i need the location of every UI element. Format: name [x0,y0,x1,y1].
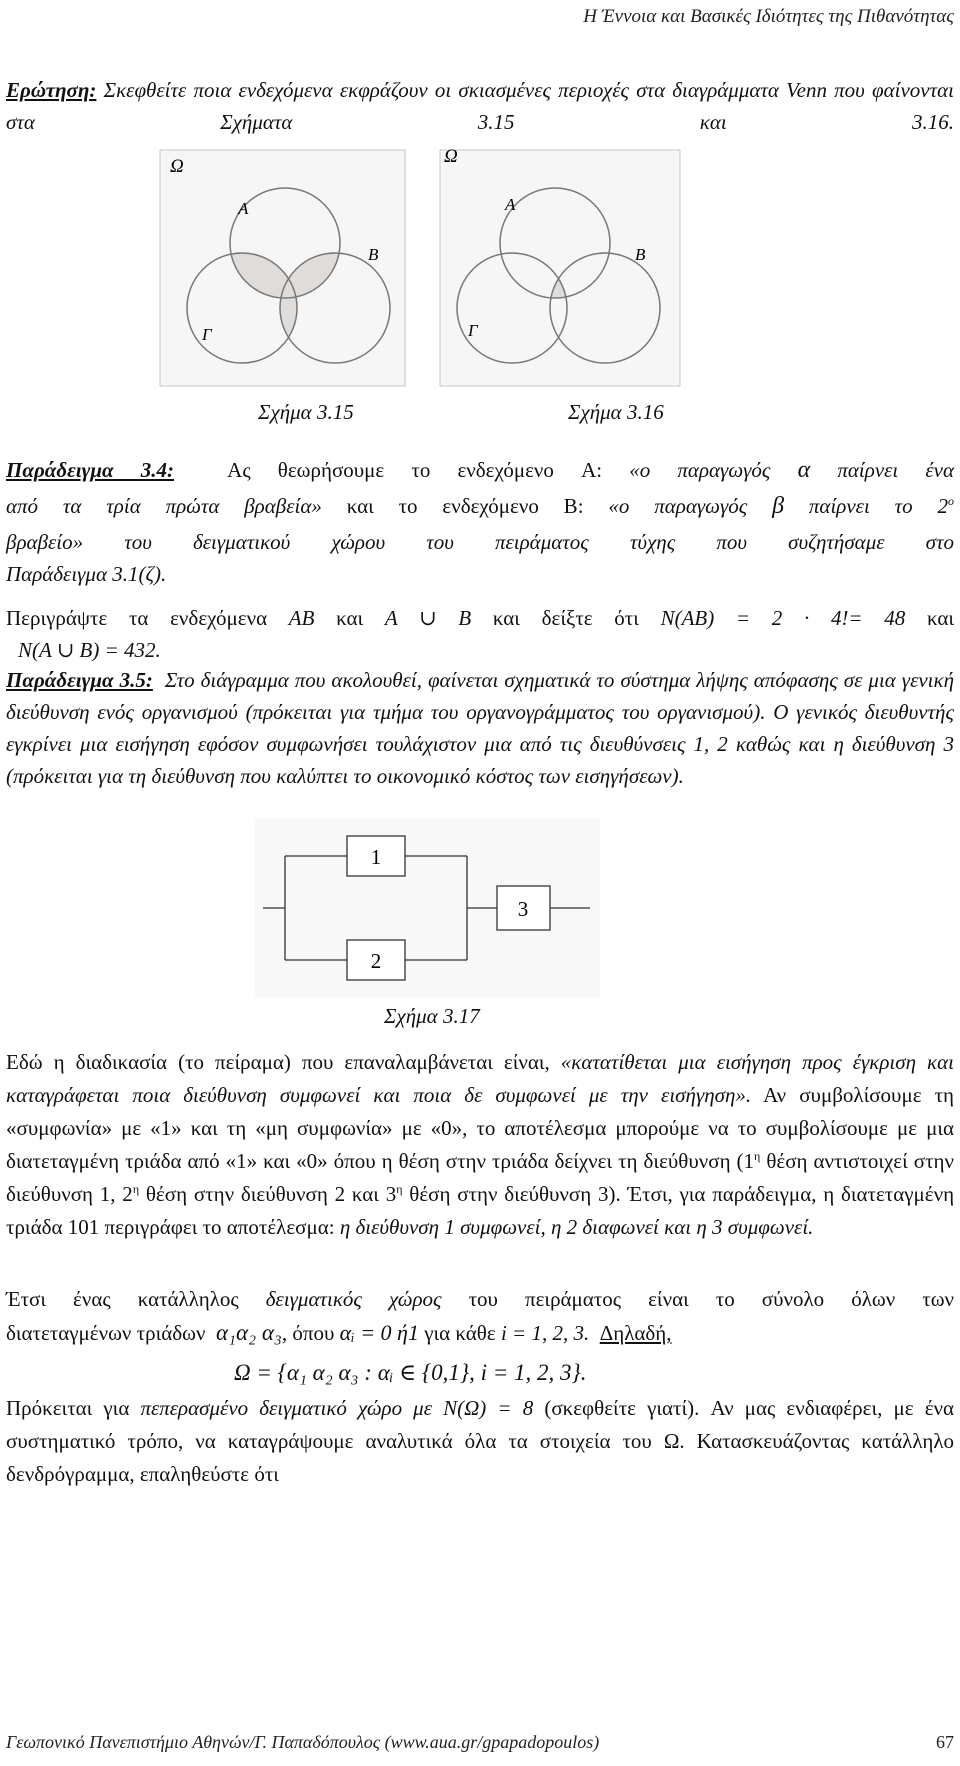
math-triple: α₁α₂ α₃ [215,1320,282,1345]
procedure-text: Αν συμβολίσουμε τη «συμφωνία» με «1» και τη «μη συμφωνία» με «0», το αποτέλεσμα μπορούμε να το συμβολίσουμε με μια διατεταγμένη τριάδα από «1» και «0» όπου η θέση στην τριάδα δείχνει τη διεύθυνση (1 [6,1083,955,1173]
example-34 [6,454,954,666]
omega-label: Ω [444,148,458,167]
page-footer [6,1732,954,1753]
sample-text: Έτσι ένας κατάλληλος [6,1287,239,1311]
caption-317: Σχήμα 3.17 [384,1004,480,1028]
label-b: B [635,245,646,264]
ex34-label: Παράδειγμα 3.4: [6,458,175,482]
beta-symbol: β [772,493,785,519]
ex35-text: Στο διάγραμμα που ακολουθεί, φαίνεται σχηματικά το σύστημα λήψης απόφασης σε μια γενική διεύθυνση ενός οργανισμού (πρόκειται για τμήμα του οργανογράμματος του οργανισμού). Ο γενικός διευθυντής εγκρίνει μια εισήγηση εφόσον συμφωνήσει τουλάχιστον μια από τις διευθύνσεις 1, 2 καθώς και η διεύθυνση 3 (πρόκειται για τη διεύθυνση που καλύπτει το οικονομικό κόστος των εισηγήσεων). [6,668,954,788]
label-c: Γ [468,321,478,340]
question-paragraph [6,74,954,138]
math-alpha-i: αᵢ = 0 ή1 [339,1320,419,1345]
finite-text: Πρόκειται για [6,1396,130,1420]
sample-text: για κάθε [424,1321,496,1345]
venn-frame-315 [160,150,405,386]
sample-space-paragraph [6,1282,954,1390]
sup-eta: η [132,1182,140,1196]
sup-eta: η [396,1182,403,1196]
ex34-text: Περιγράψτε τα ενδεχόμενα [6,606,268,630]
ex34-text: από τα τρία πρώτα βραβεία» [6,494,322,518]
ex34-line2 [6,490,954,522]
math-a-union-b: A ∪ B [384,606,472,630]
box-3-label: 3 [517,897,529,921]
procedure-text: θέση στην διεύθυνση 3). Έτσι, για παράδειγμα, η διατεταγμένη τριάδα 101 περιγράφει το αποτέλεσμα: [6,1182,955,1239]
label-a: A [505,195,516,214]
ex35-label: Παράδειγμα 3.5: [6,668,153,692]
diagram-317 [255,818,600,998]
sample-text: Δηλαδή, [599,1321,672,1345]
math-ab: AB [288,606,315,630]
ex34-text: «ο παραγωγός [608,494,748,518]
ex34-text: και [336,606,364,630]
procedure-italic: «κατατίθεται μια εισήγηση προς έγκριση και καταγράφεται ποια διεύθυνση συμφωνεί και ποια δε συμφωνεί με την εισήγηση». [6,1050,954,1107]
omega-label: Ω [170,156,184,177]
box-2-label: 2 [370,949,382,973]
math-n-ab: N(AB) = 2 · 4!= 48 [660,606,906,630]
sup-eta: η [754,1149,761,1163]
sample-text: του πειράματος είναι το σύνολο όλων των [468,1287,955,1311]
sample-italic: δειγματικός χώρος [265,1287,442,1311]
math-n-a-union-b: N(A ∪ B) = 432. [18,638,161,662]
label-c: Γ [202,325,212,344]
ex34-text: παίρνει ένα [837,458,955,482]
finite-paragraph [6,1392,954,1491]
page-number: 67 [936,1732,954,1752]
ex34-text: παίρνει το $2^o$ [808,494,954,518]
running-header: Η Έννοια και Βασικές Ιδιότητες της Πιθανότητας [583,6,954,27]
ex34-text: «ο παραγωγός [629,458,771,482]
ex34-line1 [6,454,954,486]
caption-316: Σχήμα 3.16 [568,400,664,424]
sample-line2 [6,1316,954,1350]
procedure-text: θέση αντιστοιχεί στην διεύθυνση 1, 2 [6,1149,954,1206]
venn-figure-316 [440,148,680,386]
finite-italic: πεπερασμένο δειγματικό χώρο με [140,1396,432,1420]
math-n-omega: N(Ω) = 8 [443,1396,534,1420]
ex34-text: και [927,606,955,630]
venn-figure-315 [160,150,405,386]
ex34-text: και το ενδεχόμενο B: [346,494,584,518]
venn-frame-316 [440,150,680,386]
ex34-line3: βραβείο» του δειγματικού χώρου του πειράματος τύχης που συζητήσαμε στο [6,530,954,554]
sample-text: διατεταγμένων τριάδων [6,1321,206,1345]
procedure-paragraph [6,1046,954,1244]
footer-text: Γεωπονικό Πανεπιστήμιο Αθηνών/Γ. Παπαδόπουλος (www.aua.gr/gpapadopoulos) [6,1732,600,1752]
ex34-line5 [6,602,954,634]
box-1-label: 1 [370,845,382,869]
finite-text: (σκεφθείτε γιατί). Αν μας ενδιαφέρει, με ένα συστηματικό τρόπο, να καταγράψουμε αναλυτικά όλα τα στοιχεία του Ω. Κατασκευάζοντας κατάλληλο δενδρόγραμμα, επαληθεύστε ότι [6,1396,955,1486]
caption-315: Σχήμα 3.15 [258,400,354,424]
question-label: Ερώτηση: [6,78,97,102]
procedure-text: θέση στην διεύθυνση 2 και 3 [145,1182,397,1206]
sample-text: , όπου [281,1321,335,1345]
question-text: Σκεφθείτε ποια ενδεχόμενα εκφράζουν οι σκιασμένες περιοχές στα διαγράμματα Venn που φαίνονται στα Σχήματα 3.15 και 3.16. [6,78,955,134]
ex34-text: Ας θεωρήσουμε το ενδεχόμενο A: [227,458,603,482]
alpha-symbol: α [797,457,811,483]
label-b: B [368,245,379,264]
ex34-text: και δείξτε ότι [492,606,639,630]
ex34-line4: Παράδειγμα 3.1(ζ). [6,562,167,586]
label-a: A [238,199,249,218]
example-35 [6,664,954,792]
procedure-italic: η διεύθυνση 1 συμφωνεί, η 2 διαφωνεί και η 3 συμφωνεί. [339,1215,814,1239]
procedure-text: Εδώ η διαδικασία (το πείραμα) που επαναλαμβάνεται είναι, [6,1050,550,1074]
sample-line1 [6,1282,954,1316]
venn-figures [150,148,800,388]
math-i-range: i = 1, 2, 3. [500,1321,590,1345]
math-omega-definition: Ω = {α₁ α₂ α₃ : αᵢ ∈ {0,1}, i = 1, 2, 3}. [234,1360,587,1385]
